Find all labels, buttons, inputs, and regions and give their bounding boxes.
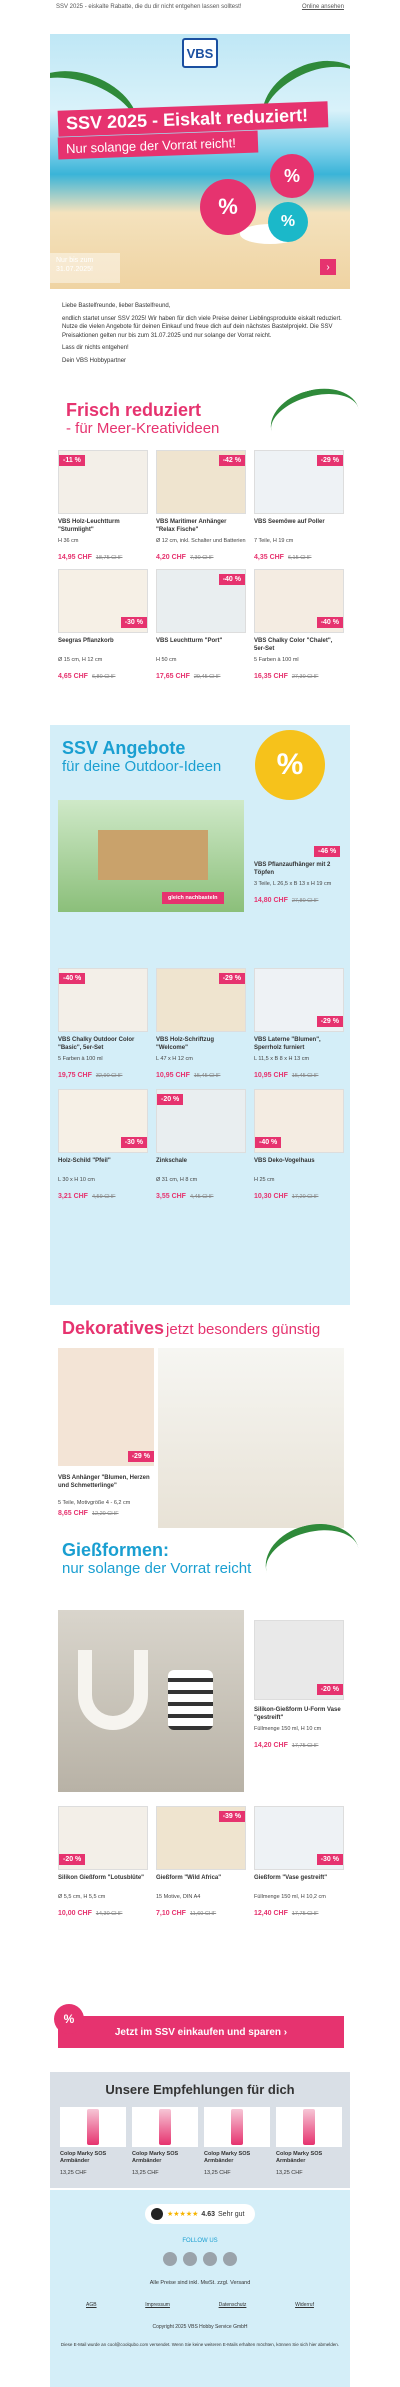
rating-value: 4.63 [201,2210,216,2218]
product-price [254,554,344,561]
product-price [156,1072,246,1079]
product-name[interactable]: Silikon Gießform "Lotusblüte" [58,1875,145,1881]
recommendation-price: 13,25 CHF [204,2170,231,2176]
recommendation-price: 13,25 CHF [276,2170,303,2176]
price-value: 14,95 CHF [58,554,92,561]
section-subtitle: jetzt besonders günstig [166,1321,321,1338]
deco-butterfly-garland-image[interactable] [158,1348,344,1528]
discount-badge: -29 % [219,973,245,984]
trustbadge[interactable] [145,2204,255,2224]
old-price: 14,30 CHF [95,1911,123,1917]
section-title: Gießformen: [62,1540,170,1560]
percent-badge-icon: % [270,154,314,198]
product-name[interactable]: VBS Seemöwe auf Poller [254,519,325,525]
pinterest-icon[interactable] [183,2252,197,2266]
price-value: 7,10 CHF [156,1910,186,1917]
section-title: Dekoratives [62,1318,165,1338]
trusted-shops-icon [151,2208,163,2220]
discount-badge: -30 % [121,1137,147,1148]
product-image[interactable] [58,569,148,633]
old-price: 4,59 CHF [91,1194,116,1200]
product-name[interactable]: Zinkschale [156,1158,188,1164]
striped-vase-icon [168,1670,213,1730]
product-image[interactable] [254,1806,344,1870]
product-image[interactable] [254,450,344,514]
old-price: 6,15 CHF [287,555,312,561]
disclaimer: Diese E-Mail wurde an cool@coolqubo.com versendet. Wenn Sie keine weiteren E-Mails erhalten möchten, können Sie sich hier abmelden. [60,2342,340,2347]
facebook-icon[interactable] [163,2252,177,2266]
old-price: 29,45 CHF [193,674,221,680]
recommendation-image[interactable] [60,2107,126,2147]
product-desc: 15 Motive, DIN A4 [156,1894,201,1900]
intro-body: endlich startet unser SSV 2025! Wir haben für dich viele Preise deiner Lieblingsprodukte eiskalt reduziert. Nutze die vielen Angebote für deinen Einkauf und freue dich auf dein nächstes Bastelprojekt. Die SSV Preisaktionen gelten nur bis zum 31.07.2025 und nur solange der Vorrat reicht. [62,315,342,339]
product-price [254,673,344,680]
product-image[interactable] [58,450,148,514]
product-card[interactable] [156,968,246,1079]
candles-image[interactable] [58,1610,244,1792]
price-value: 3,55 CHF [156,1193,186,1200]
product-name[interactable]: Gießform "Vase gestreift" [254,1875,328,1881]
preheader [0,0,400,14]
section-giessformen [50,1540,350,1577]
product-grid-frisch [58,450,344,680]
preheader-teaser: SSV 2025 - eiskalte Rabatte, die du dir nicht entgehen lassen solltest! [56,4,242,10]
product-name[interactable]: VBS Leuchtturm "Port" [156,638,223,644]
old-price: 15,45 CHF [291,1073,319,1079]
discount-badge: -40 % [219,574,245,585]
section-title: SSV Angebote [62,738,186,758]
price-value: 4,35 CHF [254,554,284,561]
price-value: 19,75 CHF [58,1072,92,1079]
price-value: 14,20 CHF [254,1742,288,1749]
product-card[interactable] [58,450,148,561]
discount-badge: -40 % [59,973,85,984]
rating-text: Sehr gut [218,2210,245,2218]
product-price [254,1742,344,1749]
product-image[interactable] [156,968,246,1032]
product-name[interactable]: VBS Chalky Outdoor Color "Basic", 5er-Set [58,1037,135,1051]
price-value: 3,21 CHF [58,1193,88,1200]
recommendations [50,2072,350,2188]
old-price: 12,20 CHF [91,1511,119,1517]
price-value: 16,35 CHF [254,673,288,680]
product-card[interactable] [254,1806,344,1917]
old-price: 17,20 CHF [291,1194,319,1200]
product-image[interactable] [58,1089,148,1153]
product-desc: 5 Farben à 100 ml [58,1056,103,1062]
product-image[interactable] [58,968,148,1032]
discount-badge: -29 % [128,1451,154,1462]
product-name[interactable]: VBS Holz-Leuchtturm "Sturmlight" [58,519,120,533]
recommendations-title: Unsere Empfehlungen für dich [105,2082,295,2097]
footer-link-widerruf[interactable]: Widerruf [295,2302,314,2308]
mould-box-image[interactable] [254,1620,344,1700]
recommendation-item[interactable] [132,2107,198,2176]
section-subtitle: - für Meer-Kreativideen [66,420,220,437]
plant-hanger-icon [98,830,208,880]
product-card[interactable] [156,1089,246,1200]
discount-badge: -11 % [59,455,85,466]
old-price: 17,75 CHF [291,1911,319,1917]
recommendation-price: 13,25 CHF [60,2170,87,2176]
product-desc: Ø 15 cm, H 12 cm [58,657,103,663]
product-desc: Ø 31 cm, H 8 cm [156,1177,198,1183]
product-price [58,1072,148,1079]
product-desc: H 50 cm [156,657,177,663]
price-value: 10,95 CHF [254,1072,288,1079]
price-value: 4,65 CHF [58,673,88,680]
discount-badge: -42 % [219,455,245,466]
shop-now-button[interactable]: Jetzt im SSV einkaufen und sparen › [58,2016,344,2048]
discount-badge: -20 % [59,1854,85,1865]
intro-signature: Dein VBS Hobbypartner [62,357,127,364]
recommendation-image[interactable] [276,2107,342,2147]
footer-link-impressum[interactable]: Impressum [145,2302,170,2308]
old-price: 6,80 CHF [91,674,116,680]
product-card[interactable] [254,569,344,680]
product-price [58,1193,148,1200]
product-desc: L 11,5 x B 8 x H 13 cm [254,1056,310,1062]
recommendation-image[interactable] [132,2107,198,2147]
feature-card-pflanzaufhaenger[interactable] [254,846,344,904]
discount-badge: -29 % [317,1016,343,1027]
deco-hangers-image[interactable] [58,1348,154,1466]
product-price [156,554,246,561]
social-links [50,2252,350,2268]
price-value: 8,65 CHF [58,1510,88,1517]
product-price [254,1072,344,1079]
product-price [58,554,148,561]
product-image[interactable] [254,569,344,633]
recommendation-item[interactable] [204,2107,270,2176]
product-desc: 7 Teile, H 19 cm [254,538,294,544]
product-name[interactable]: VBS Maritimer Anhänger "Relax Fische" [156,519,227,533]
footer-link-datenschutz[interactable]: Datenschutz [218,2302,247,2308]
product-image[interactable] [58,1806,148,1870]
recommendation-name[interactable]: Colop Marky SOS Armbänder [60,2151,107,2164]
product-image[interactable] [254,1089,344,1153]
view-online-link[interactable]: Online ansehen [301,4,344,10]
section-frisch [50,400,350,437]
footer-link-agb[interactable]: AGB [86,2302,97,2308]
product-price [254,1910,344,1917]
old-price: 7,30 CHF [189,555,214,561]
discount-badge: -29 % [317,455,343,466]
greeting: Liebe Bastelfreunde, lieber Bastelfreund, [62,303,171,309]
youtube-icon[interactable] [203,2252,217,2266]
old-price: 4,45 CHF [189,1194,214,1200]
rating-stars-icon: ★★★★★ [167,2211,199,2218]
product-desc: Füllmenge 150 ml, H 10,2 cm [254,1894,326,1900]
old-price: 27,80 CHF [291,898,319,904]
old-price: 18,75 CHF [95,555,123,561]
product-card[interactable] [254,450,344,561]
discount-badge: -30 % [121,617,147,628]
product-card[interactable] [156,1806,246,1917]
product-desc: Ø 12 cm, inkl. Schalter und Batterien [156,538,246,544]
hero-banner[interactable] [50,34,350,289]
product-desc: Ø 5,5 cm, H 5,5 cm [58,1894,106,1900]
product-name[interactable]: Silikon-Gießform U-Form Vase "gestreift" [254,1707,341,1721]
product-card[interactable] [254,1089,344,1200]
discount-badge: -40 % [317,617,343,628]
product-desc: H 36 cm [58,538,79,544]
product-price [156,673,246,680]
product-image[interactable] [156,1806,246,1870]
product-card[interactable] [156,569,246,680]
footer [50,2190,350,2387]
price-value: 12,40 CHF [254,1910,288,1917]
product-card[interactable] [58,1470,154,1517]
recommendation-item[interactable] [276,2107,342,2176]
recommendation-name[interactable]: Colop Marky SOS Armbänder [204,2151,251,2164]
gleich-nachbasteln-button[interactable]: gleich nachbasteln [162,892,224,904]
product-name[interactable]: Seegras Pflanzkorb [58,638,114,644]
price-value: 10,95 CHF [156,1072,190,1079]
hero-valid-until: Nur bis zum 31.07.2025! [50,253,120,283]
feature-card-u-vase[interactable] [254,1702,344,1749]
percent-badge-icon: % [268,202,308,242]
product-desc: Füllmenge 150 ml, H 10 cm [254,1726,322,1732]
product-image[interactable] [254,968,344,1032]
armband-tube-icon [231,2109,243,2145]
old-price: 15,45 CHF [193,1073,221,1079]
intro-closing: Lass dir nichts entgehen! [62,345,129,351]
product-price [254,897,344,904]
product-name[interactable]: VBS Pflanzaufhänger mit 2 Töpfen [254,862,331,876]
recommendation-name[interactable]: Colop Marky SOS Armbänder [276,2151,323,2164]
intro-text [62,302,342,369]
product-name[interactable]: VBS Holz-Schriftzug "Welcome" [156,1037,214,1051]
old-price: 11,60 CHF [189,1911,217,1917]
product-image[interactable] [156,569,246,633]
hero-headline: SSV 2025 - Eiskalt reduziert! [58,101,329,136]
product-name[interactable]: Holz-Schild "Pfeil" [58,1158,111,1164]
percent-badge-icon: % [54,2004,84,2034]
discount-badge: -40 % [255,1137,281,1148]
product-desc: 3 Teile, L 26,5 x B 13 x H 19 cm [254,881,332,887]
recommendation-image[interactable] [204,2107,270,2147]
product-desc: H 25 cm [254,1177,275,1183]
copyright: Copyright 2025 VBS Hobby Service GmbH [152,2324,248,2330]
product-name[interactable]: VBS Laterne "Blumen", Sperrholz furniert [254,1037,321,1051]
product-grid-ssv [58,968,344,1200]
product-name[interactable]: Gießform "Wild Africa" [156,1875,222,1881]
instagram-icon[interactable] [223,2252,237,2266]
price-value: 14,80 CHF [254,897,288,904]
price-value: 10,00 CHF [58,1910,92,1917]
discount-badge: -20 % [317,1684,343,1695]
armband-tube-icon [87,2109,99,2145]
recommendations-grid [58,2107,342,2176]
sun-percent-icon: % [255,730,325,800]
product-image[interactable] [156,1089,246,1153]
product-card[interactable] [58,569,148,680]
product-name[interactable]: VBS Anhänger "Blumen, Herzen und Schmetterlinge" [58,1475,150,1489]
product-image[interactable] [156,450,246,514]
shop-now-label: Jetzt im SSV einkaufen und sparen [114,2026,282,2038]
percent-badge-icon: % [200,179,256,235]
price-value: 4,20 CHF [156,554,186,561]
recommendation-price: 13,25 CHF [132,2170,159,2176]
vbs-logo[interactable]: VBS [182,38,218,68]
section-subtitle: für deine Outdoor-Ideen [62,758,222,775]
hero-arrow-button[interactable]: › [320,259,336,275]
old-price: 17,75 CHF [291,1743,319,1749]
product-name[interactable]: VBS Chalky Color "Chalet", 5er-Set [254,638,333,652]
price-value: 10,30 CHF [254,1193,288,1200]
product-card[interactable] [156,450,246,561]
product-price [58,1910,148,1917]
product-card[interactable] [58,968,148,1079]
feature-image-pflanzaufhaenger[interactable] [58,800,244,912]
u-vase-icon [78,1650,148,1730]
armband-tube-icon [159,2109,171,2145]
product-grid-giessformen [58,1806,344,1917]
discount-badge: -46 % [314,846,340,857]
armband-tube-icon [303,2109,315,2145]
old-price: 27,30 CHF [291,674,319,680]
section-title: Frisch reduziert [66,400,202,420]
discount-badge: -30 % [317,1854,343,1865]
section-dekoratives [50,1318,350,1338]
product-card[interactable] [58,1806,148,1917]
price-value: 17,65 CHF [156,673,190,680]
product-desc: L 30 x H 10 cm [58,1177,95,1183]
section-subtitle: nur solange der Vorrat reicht [62,1560,252,1577]
product-price [156,1910,246,1917]
product-price [58,673,148,680]
follow-us-label: FOLLOW US [182,2238,218,2244]
product-name[interactable]: VBS Deko-Vogelhaus [254,1158,315,1164]
price-note: Alle Preise sind inkl. MwSt. zzgl. Versand [149,2280,251,2286]
product-desc: 5 Teile, Motivgröße 4 - 6,2 cm [58,1500,131,1506]
product-card[interactable] [254,968,344,1079]
old-price: 32,90 CHF [95,1073,123,1079]
product-card[interactable] [58,1089,148,1200]
product-price [156,1193,246,1200]
discount-badge: -20 % [157,1094,183,1105]
recommendation-item[interactable] [60,2107,126,2176]
product-price [58,1510,154,1517]
product-desc: L 47 x H 12 cm [156,1056,193,1062]
discount-badge: -39 % [219,1811,245,1822]
hero-subline: Nur solange der Vorrat reicht! [58,131,259,160]
footer-links [50,2302,350,2308]
product-desc: 5 Farben à 100 ml [254,657,299,663]
product-price [254,1193,344,1200]
recommendation-name[interactable]: Colop Marky SOS Armbänder [132,2151,179,2164]
